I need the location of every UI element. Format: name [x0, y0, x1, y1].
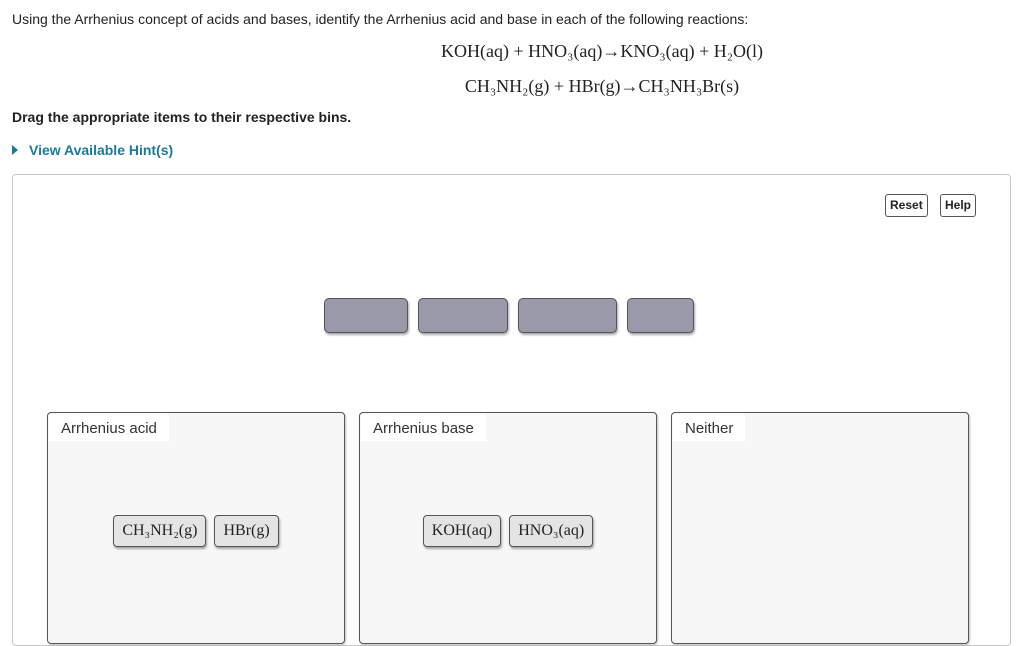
- help-button[interactable]: Help: [940, 194, 976, 217]
- reaction-equation-2: CH₃NH₂(g) + HBr(g)→CH₃NH₃Br(s): [464, 76, 740, 96]
- draggable-item[interactable]: HNO₃(aq): [509, 515, 593, 547]
- view-hints-label: View Available Hint(s): [29, 142, 174, 158]
- bin-arrhenius-base[interactable]: [359, 412, 657, 644]
- bin-label: Arrhenius acid: [49, 414, 169, 441]
- bin-label: Neither: [673, 414, 745, 441]
- draggable-item[interactable]: HBr(g): [214, 515, 278, 547]
- bin-label: Arrhenius base: [361, 414, 486, 441]
- empty-item-slot: [324, 298, 408, 333]
- reaction-equation-1: KOH(aq) + HNO₃(aq)→KNO₃(aq) + H₂O(l): [440, 41, 764, 61]
- bin-neither[interactable]: [671, 412, 969, 644]
- empty-item-slot: [627, 298, 694, 333]
- instruction-text: Drag the appropriate items to their respective bins.: [12, 109, 352, 125]
- draggable-item[interactable]: KOH(aq): [423, 515, 501, 547]
- caret-right-icon: [12, 145, 18, 155]
- empty-item-slot: [518, 298, 617, 333]
- draggable-item[interactable]: CH₃NH₂(g): [113, 515, 206, 547]
- question-text: Using the Arrhenius concept of acids and bases, identify the Arrhenius acid and base in each of the following reactions:: [12, 11, 749, 27]
- bin-arrhenius-acid[interactable]: [47, 412, 345, 644]
- empty-item-slot: [418, 298, 508, 333]
- reset-button[interactable]: Reset: [885, 194, 928, 217]
- view-hints-link[interactable]: [12, 142, 173, 158]
